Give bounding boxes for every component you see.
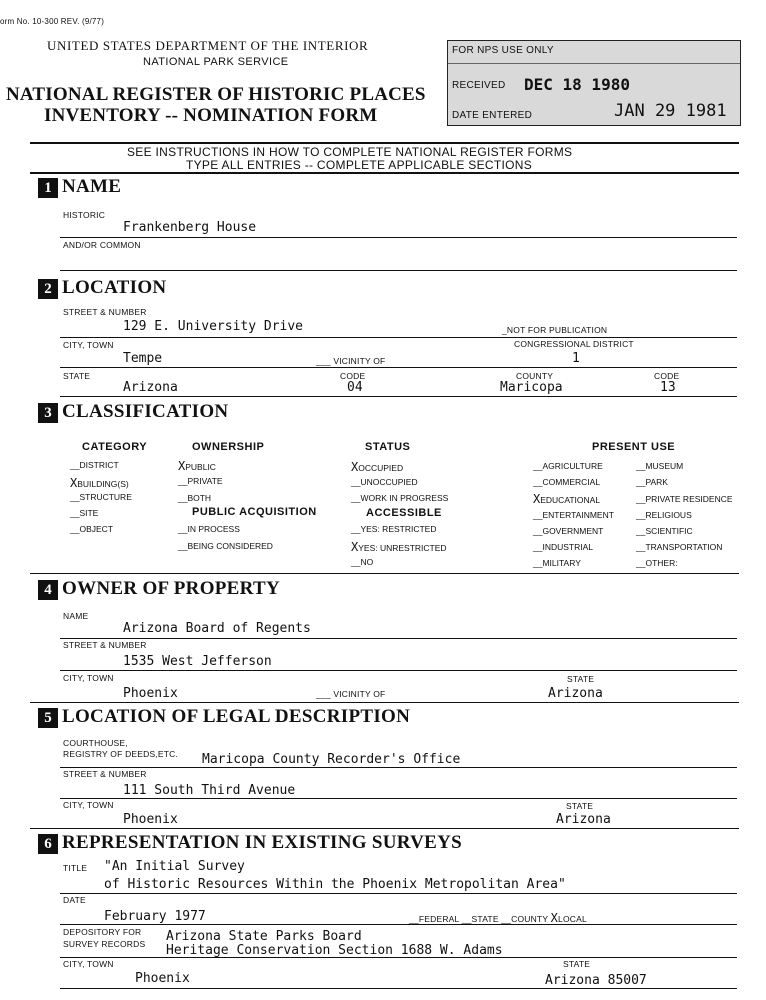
use-museum[interactable]: __MUSEUM	[636, 461, 684, 471]
category-district[interactable]: __DISTRICT	[70, 460, 119, 470]
section-title-legal-description: LOCATION OF LEGAL DESCRIPTION	[62, 706, 411, 727]
rule	[30, 828, 739, 829]
received-stamp: DEC 18 1980	[524, 75, 630, 94]
nps-divider	[448, 63, 740, 64]
depository-value-line2: Heritage Conservation Section 1688 W. Adams	[166, 943, 503, 958]
survey-date-value: February 1977	[104, 909, 206, 924]
registry-label: REGISTRY OF DEEDS,ETC.	[63, 749, 179, 759]
rule	[30, 702, 739, 703]
agency-name: UNITED STATES DEPARTMENT OF THE INTERIOR	[47, 38, 369, 53]
use-military[interactable]: __MILITARY	[533, 558, 581, 568]
state-label: STATE	[63, 371, 91, 381]
access-restricted[interactable]: __YES: RESTRICTED	[351, 524, 437, 534]
survey-state-value: Arizona 85007	[545, 973, 647, 988]
status-unoccupied[interactable]: __UNOCCUPIED	[351, 477, 418, 487]
checkmark: X	[351, 460, 359, 474]
state-label: STATE	[567, 674, 595, 684]
not-for-publication: _NOT FOR PUBLICATION	[502, 325, 608, 335]
section-number: 3	[38, 403, 58, 423]
county-code-value: 13	[660, 380, 676, 395]
section-number: 4	[38, 580, 58, 600]
acquisition-in-process[interactable]: __IN PROCESS	[178, 524, 240, 534]
use-industrial[interactable]: __INDUSTRIAL	[533, 542, 593, 552]
section-number: 2	[38, 279, 58, 299]
vicinity-label: ___ VICINITY OF	[316, 356, 386, 366]
courthouse-label: COURTHOUSE,	[63, 738, 128, 748]
historic-name-value: Frankenberg House	[123, 220, 257, 235]
county-label: COUNTY	[516, 371, 554, 381]
date-label: DATE	[63, 895, 86, 905]
checkmark: X	[533, 492, 541, 506]
acquisition-being-considered[interactable]: __BEING CONSIDERED	[178, 541, 273, 551]
form-title-line2: INVENTORY -- NOMINATION FORM	[44, 105, 378, 126]
agency-sub: NATIONAL PARK SERVICE	[143, 56, 289, 68]
checkmark: X	[70, 476, 78, 490]
checkmark: X	[351, 540, 359, 554]
congressional-district-value: 1	[572, 351, 580, 366]
form-number: orm No. 10-300 REV. (9/77)	[0, 17, 105, 26]
survey-records-label: SURVEY RECORDS	[63, 939, 146, 949]
rule	[60, 767, 737, 768]
access-no[interactable]: __NO	[351, 557, 374, 567]
category-site[interactable]: __SITE	[70, 508, 99, 518]
survey-title-line1: "An Initial Survey	[104, 859, 245, 874]
owner-name-value: Arizona Board of Regents	[123, 621, 311, 636]
received-label: RECEIVED	[452, 80, 506, 91]
city-value: Tempe	[123, 351, 163, 366]
nps-box-label: FOR NPS USE ONLY	[452, 45, 554, 56]
rule	[30, 573, 739, 574]
common-label: AND/OR COMMON	[63, 240, 141, 250]
category-building[interactable]: XBUILDING(S)	[70, 476, 129, 490]
legal-state-value: Arizona	[556, 812, 611, 827]
street-value: 129 E. University Drive	[123, 319, 304, 334]
use-agriculture[interactable]: __AGRICULTURE	[533, 461, 603, 471]
checkmark: X	[178, 459, 186, 473]
state-label: STATE	[563, 959, 591, 969]
survey-level-options[interactable]: __FEDERAL __STATE __COUNTY XLOCAL	[409, 911, 587, 925]
use-religious[interactable]: __RELIGIOUS	[636, 510, 692, 520]
city-label: CITY, TOWN	[63, 800, 114, 810]
section-title-classification: CLASSIFICATION	[62, 401, 229, 422]
use-government[interactable]: __GOVERNMENT	[533, 526, 604, 536]
congressional-district-label: CONGRESSIONAL DISTRICT	[514, 339, 634, 349]
street-label: STREET & NUMBER	[63, 769, 147, 779]
ownership-heading: OWNERSHIP	[192, 441, 265, 453]
section-title-location: LOCATION	[62, 277, 167, 298]
use-park[interactable]: __PARK	[636, 477, 668, 487]
use-commercial[interactable]: __COMMERCIAL	[533, 477, 601, 487]
status-heading: STATUS	[365, 441, 411, 453]
owner-street-value: 1535 West Jefferson	[123, 654, 272, 669]
use-transportation[interactable]: __TRANSPORTATION	[636, 542, 723, 552]
street-label: STREET & NUMBER	[63, 307, 147, 317]
ownership-both[interactable]: __BOTH	[178, 493, 212, 503]
rule	[60, 924, 737, 925]
county-code-label: CODE	[654, 371, 680, 381]
section-title-surveys: REPRESENTATION IN EXISTING SURVEYS	[62, 832, 463, 853]
depository-label: DEPOSITORY FOR	[63, 927, 142, 937]
rule	[60, 337, 737, 338]
rule	[60, 893, 737, 894]
use-other[interactable]: __OTHER:	[636, 558, 678, 568]
legal-street-value: 111 South Third Avenue	[123, 783, 296, 798]
use-educational[interactable]: XEDUCATIONAL	[533, 492, 601, 506]
street-label: STREET & NUMBER	[63, 640, 147, 650]
use-scientific[interactable]: __SCIENTIFIC	[636, 526, 693, 536]
rule	[60, 270, 737, 271]
use-entertainment[interactable]: __ENTERTAINMENT	[533, 510, 614, 520]
form-title-line1: NATIONAL REGISTER OF HISTORIC PLACES	[6, 84, 426, 105]
instructions-line2: TYPE ALL ENTRIES -- COMPLETE APPLICABLE SECTIONS	[186, 158, 533, 172]
status-occupied[interactable]: XOCCUPIED	[351, 460, 404, 474]
owner-name-label: NAME	[63, 611, 89, 621]
vicinity-label: ___ VICINITY OF	[316, 689, 386, 699]
rule	[60, 396, 737, 397]
accessible-heading: ACCESSIBLE	[366, 507, 442, 519]
rule	[60, 670, 737, 671]
section-title-name: NAME	[62, 176, 122, 197]
state-label: STATE	[566, 801, 594, 811]
historic-label: HISTORIC	[63, 210, 106, 220]
status-work-in-progress[interactable]: __WORK IN PROGRESS	[351, 493, 449, 503]
nps-use-box	[447, 40, 741, 126]
rule	[60, 957, 737, 958]
legal-city-value: Phoenix	[123, 812, 178, 827]
owner-state-value: Arizona	[548, 686, 603, 701]
rule	[30, 172, 739, 174]
courthouse-value: Maricopa County Recorder's Office	[202, 752, 461, 767]
state-code-value: 04	[347, 380, 363, 395]
rule	[60, 237, 737, 238]
ownership-private[interactable]: __PRIVATE	[178, 476, 223, 486]
checkmark: X	[550, 911, 559, 925]
rule	[60, 798, 737, 799]
use-private-residence[interactable]: __PRIVATE RESIDENCE	[636, 494, 733, 504]
entered-stamp: JAN 29 1981	[614, 101, 727, 121]
category-heading: CATEGORY	[82, 441, 148, 453]
public-acquisition-heading: PUBLIC ACQUISITION	[192, 506, 317, 518]
rule	[30, 142, 739, 144]
title-label: TITLE	[63, 863, 88, 873]
instructions-line1: SEE INSTRUCTIONS IN HOW TO COMPLETE NATIONAL REGISTER FORMS	[127, 145, 573, 159]
state-value: Arizona	[123, 380, 178, 395]
survey-title-line2: of Historic Resources Within the Phoenix Metropolitan Area"	[104, 877, 566, 892]
section-number: 5	[38, 708, 58, 728]
code-label: CODE	[340, 371, 366, 381]
survey-city-value: Phoenix	[135, 971, 190, 986]
category-object[interactable]: __OBJECT	[70, 524, 113, 534]
city-label: CITY, TOWN	[63, 340, 114, 350]
section-title-owner: OWNER OF PROPERTY	[62, 578, 281, 599]
section-number: 1	[38, 178, 58, 198]
rule	[60, 638, 737, 639]
category-structure[interactable]: __STRUCTURE	[70, 492, 132, 502]
owner-city-value: Phoenix	[123, 686, 178, 701]
present-use-heading: PRESENT USE	[592, 441, 676, 453]
city-label: CITY, TOWN	[63, 673, 114, 683]
ownership-public[interactable]: XPUBLIC	[178, 459, 216, 473]
date-entered-label: DATE ENTERED	[452, 110, 533, 121]
rule	[60, 988, 737, 989]
section-number: 6	[38, 834, 58, 854]
depository-value-line1: Arizona State Parks Board	[166, 929, 362, 944]
city-label: CITY, TOWN	[63, 959, 114, 969]
county-value: Maricopa	[500, 380, 563, 395]
rule	[60, 367, 737, 368]
access-unrestricted[interactable]: XYES: UNRESTRICTED	[351, 540, 447, 554]
